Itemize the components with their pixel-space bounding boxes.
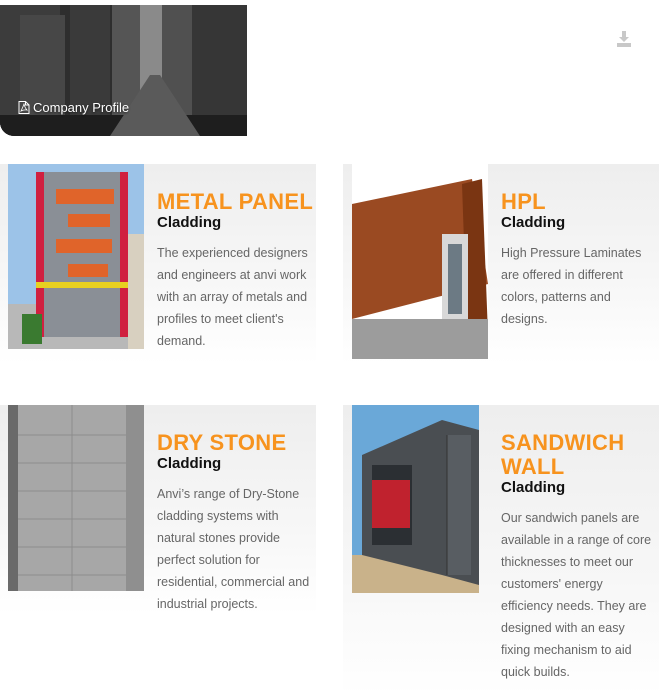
file-pdf-icon [18, 101, 30, 114]
card-description: Anvi’s range of Dry-Stone cladding systems with natural stones provide perfect solution for residential, commercial and industrial projects. [157, 487, 310, 611]
metal-panel-building-image [8, 164, 144, 349]
card-description: Our sandwich panels are available in a range of core thicknesses to meet our customers' energy efficiency needs. They are designed with an easy fixing mechanism to aid quick builds. [501, 511, 652, 679]
card-subtitle: Cladding [157, 214, 222, 231]
card-subtitle: Cladding [501, 479, 566, 496]
city-street-image [0, 5, 247, 136]
card-metal-panel[interactable] [0, 164, 316, 364]
card-body [501, 431, 657, 683]
card-subtitle: Cladding [501, 214, 566, 231]
dry-stone-building-image [8, 405, 144, 591]
card-title: METAL PANEL [157, 189, 314, 214]
card-sandwich-wall[interactable] [343, 405, 659, 695]
card-description: High Pressure Laminates are offered in different colors, patterns and designs. [501, 246, 642, 326]
card-body [157, 190, 314, 352]
hpl-building-image [352, 164, 488, 359]
company-profile-label: Company Profile [33, 100, 130, 115]
card-subtitle: Cladding [157, 455, 222, 472]
card-title: HPL [501, 189, 546, 214]
card-title: DRY STONE [157, 430, 287, 455]
card-title: SANDWICH WALL [501, 430, 625, 479]
card-body [157, 431, 314, 615]
company-profile-link[interactable] [18, 100, 129, 115]
company-profile-banner[interactable] [0, 5, 247, 136]
card-body [501, 190, 657, 330]
card-hpl[interactable] [343, 164, 659, 364]
card-description: The experienced designers and engineers at anvi work with an array of metals and profiles to meet client's demand. [157, 246, 308, 348]
card-dry-stone[interactable] [0, 405, 316, 615]
download-icon[interactable] [616, 30, 632, 48]
sandwich-wall-building-image [352, 405, 479, 593]
